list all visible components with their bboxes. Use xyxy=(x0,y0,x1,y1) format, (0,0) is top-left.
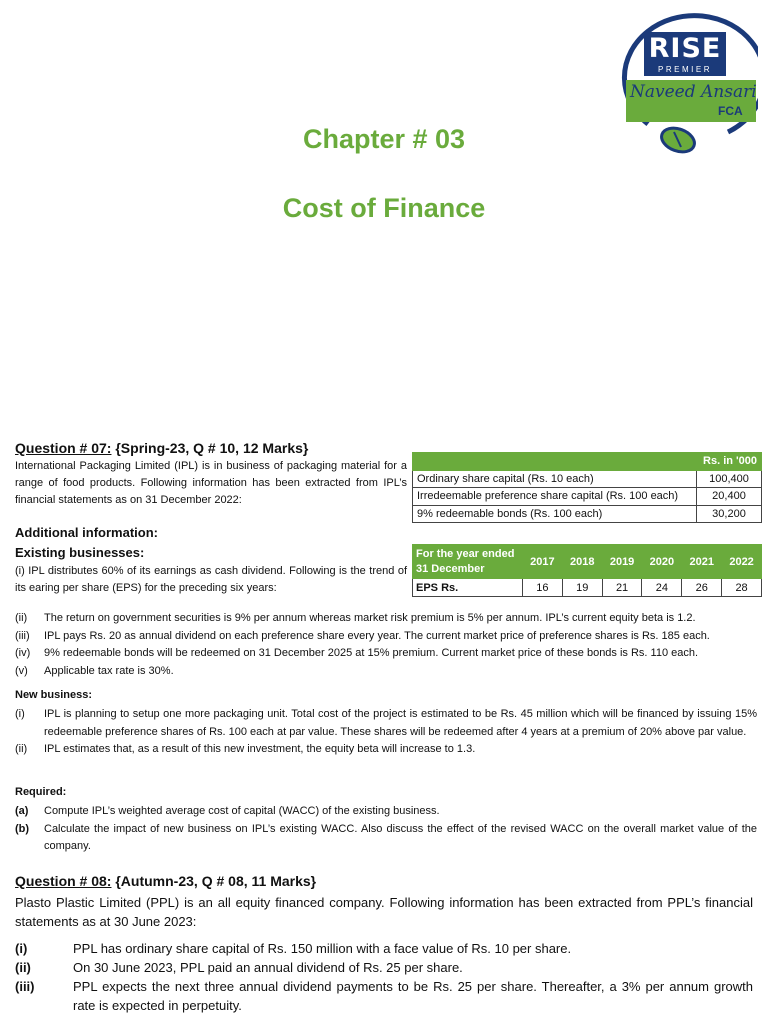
capital-item: 9% redeemable bonds (Rs. 100 each) xyxy=(413,505,697,523)
question-08-list xyxy=(15,939,753,1015)
list-text: PPL expects the next three annual dividend payments to be Rs. 25 per share. Thereafter, a 3% per annum growth rate is expected in perpetuity. xyxy=(73,979,753,1013)
list-marker: (iv) xyxy=(15,647,31,659)
capital-table xyxy=(412,452,762,523)
capital-value: 100,400 xyxy=(697,470,762,488)
eps-year: 2022 xyxy=(722,545,762,579)
list-item xyxy=(15,803,757,821)
list-marker: (b) xyxy=(15,822,30,835)
new-business-heading: New business: xyxy=(15,689,93,701)
list-marker: (ii) xyxy=(15,960,31,975)
eps-year: 2017 xyxy=(523,545,563,579)
list-marker: (i) xyxy=(15,941,28,956)
list-item xyxy=(15,741,757,759)
capital-item: Irredeemable preference share capital (Rs. 100 each) xyxy=(413,488,697,506)
list-item xyxy=(15,610,757,628)
list-item xyxy=(15,663,757,681)
list-text: IPL is planning to setup one more packaging unit. Total cost of the project is estimated to be Rs. 45 million which will be financed by issuing 15% redeemable preference shares of Rs. 100 each at par value. These shares will be redeemed after 4 years at a premium of 20% above par value. xyxy=(44,708,757,738)
list-item xyxy=(15,628,757,646)
list-marker: (a) xyxy=(15,805,29,817)
list-text: PPL has ordinary share capital of Rs. 150 million with a face value of Rs. 10 per share. xyxy=(73,941,572,956)
list-text: Compute IPL’s weighted average cost of capital (WACC) of the existing business. xyxy=(44,805,440,817)
logo-credential: FCA xyxy=(718,104,743,118)
list-text: Calculate the impact of new business on IPL’s existing WACC. Also discuss the effect of the revised WACC on the overall market value of the company. xyxy=(44,822,757,852)
eps-header-label: For the year ended 31 December xyxy=(413,545,523,579)
list-item xyxy=(15,645,757,663)
eps-value: 16 xyxy=(523,579,563,597)
list-marker: (ii) xyxy=(15,612,28,624)
question-07-heading xyxy=(15,440,308,456)
eps-year: 2018 xyxy=(562,545,602,579)
list-item xyxy=(15,958,753,977)
chapter-title: Cost of Finance xyxy=(282,193,486,223)
table-row xyxy=(413,470,762,488)
question-08-meta: {Autumn-23, Q # 08, 11 Marks} xyxy=(115,873,317,889)
table-row xyxy=(413,488,762,506)
eps-year: 2019 xyxy=(602,545,642,579)
table-row xyxy=(413,505,762,523)
question-07-label: Question # 07: xyxy=(15,440,112,456)
existing-businesses-heading: Existing businesses: xyxy=(15,545,145,560)
eps-row-label: EPS Rs. xyxy=(413,579,523,597)
capital-table-unit: Rs. in '000 xyxy=(413,453,762,471)
eps-value: 28 xyxy=(722,579,762,597)
required-list xyxy=(15,803,757,856)
existing-item-i: (i) IPL distributes 60% of its earnings as cash dividend. Following is the trend of its earing per share (EPS) for the preceding six years: xyxy=(15,565,407,594)
table-row xyxy=(413,579,762,597)
list-item xyxy=(15,821,757,856)
list-item xyxy=(15,706,757,741)
list-item xyxy=(15,939,753,958)
list-marker: (iii) xyxy=(15,629,30,642)
eps-value: 24 xyxy=(642,579,682,597)
list-text: IPL estimates that, as a result of this new investment, the equity beta will increase to 1.3. xyxy=(44,743,476,755)
additional-info-heading: Additional information: xyxy=(15,525,158,540)
list-marker: (i) xyxy=(15,708,25,720)
eps-table xyxy=(412,544,762,597)
list-text: On 30 June 2023, PPL paid an annual dividend of Rs. 25 per share. xyxy=(73,960,463,975)
chapter-heading: Chapter # 03 xyxy=(302,124,466,154)
question-07-intro: International Packaging Limited (IPL) is in business of packaging material for a range of food products. Following information has been extracted from IPL’s financial statements as on 31 December 2022: xyxy=(15,460,407,506)
logo-brand: RISE xyxy=(644,32,726,66)
eps-value: 19 xyxy=(562,579,602,597)
list-text: The return on government securities is 9% per annum whereas market risk premium is 5% per annum. IPL’s current equity beta is 1.2. xyxy=(44,612,696,624)
list-marker: (ii) xyxy=(15,743,28,755)
list-marker: (v) xyxy=(15,664,28,677)
list-marker: (iii) xyxy=(15,979,35,994)
question-07-meta: {Spring-23, Q # 10, 12 Marks} xyxy=(115,440,309,456)
question-08-heading xyxy=(15,873,316,889)
list-item xyxy=(15,977,753,1015)
list-text: IPL pays Rs. 20 as annual dividend on each preference share every year. The current market price of preference shares is Rs. 185 each. xyxy=(44,629,710,642)
capital-value: 20,400 xyxy=(697,488,762,506)
existing-items-list xyxy=(15,610,757,680)
eps-value: 21 xyxy=(602,579,642,597)
question-08-label: Question # 08: xyxy=(15,873,112,889)
logo-signature: Naveed Ansari xyxy=(630,82,757,102)
logo-tagline: PREMIER xyxy=(644,64,726,76)
new-business-list xyxy=(15,706,757,759)
capital-item: Ordinary share capital (Rs. 10 each) xyxy=(413,470,697,488)
capital-value: 30,200 xyxy=(697,505,762,523)
eps-year: 2020 xyxy=(642,545,682,579)
required-heading: Required: xyxy=(15,786,67,798)
eps-year: 2021 xyxy=(682,545,722,579)
list-text: 9% redeemable bonds will be redeemed on 31 December 2025 at 15% premium. Current market price of these bonds is Rs. 110 each. xyxy=(44,647,699,659)
question-08-intro: Plasto Plastic Limited (PPL) is an all equity financed company. Following information has been extracted from PPL’s financial statements as at 30 June 2023: xyxy=(15,895,753,929)
eps-value: 26 xyxy=(682,579,722,597)
list-text: Applicable tax rate is 30%. xyxy=(44,664,174,677)
